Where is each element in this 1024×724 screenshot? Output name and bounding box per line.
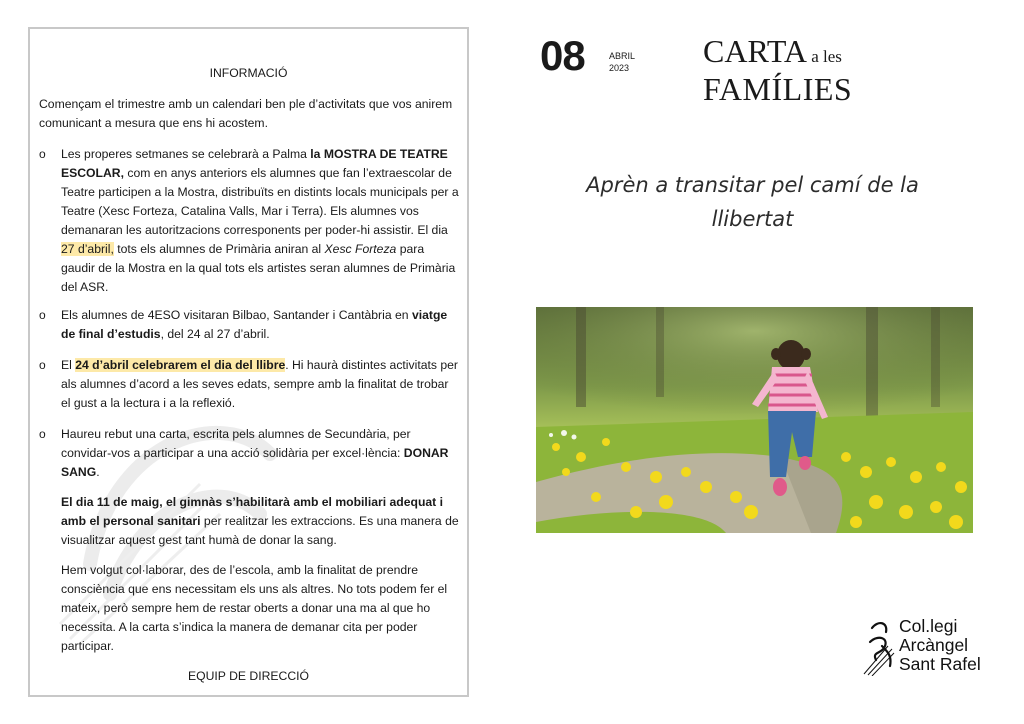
- paragraph-gimnas: [61, 493, 459, 550]
- italic-text: Xesc Forteza: [324, 242, 397, 256]
- child-walking-photo: [536, 307, 973, 533]
- information-panel: [28, 27, 469, 697]
- title-big: CARTA: [703, 33, 807, 69]
- list-item-llibre: [39, 356, 459, 413]
- school-name-line1: Col.legi: [899, 616, 958, 636]
- issue-month: ABRIL: [609, 51, 636, 61]
- intro-paragraph: Començam el trimestre amb un calendari ben ple d’activitats que vos anirem comunicant a mesura que ens hi acostem.: [39, 97, 453, 130]
- list-item-teatre: [39, 145, 459, 297]
- text: . Hi haurà distintes activitats per als alumnes d’acord a les seves edats, sempre amb la finalitat de trobar el gust a la lectura i a la reflexió.: [61, 358, 458, 410]
- text: com en anys anteriors els alumnes que fan l’extraescolar de Teatre participen a la Mostra, distribuïts en distints locals municipals per a Teatre (Xesc Forteza, Catalina Valls, Mar i Terra). Els alumnes vos demanaran les autoritzacions corresponents per poder-hi assistir. El dia: [61, 166, 459, 237]
- list-item-viatge: [39, 306, 459, 344]
- text: Els alumnes de 4ESO visitaran Bilbao, Santander i Cantàbria en: [61, 308, 412, 322]
- text: para gaudir de la Mostra en la qual tots els artistes seran alumnes de Primària del ASR.: [61, 242, 456, 294]
- page-title: [703, 33, 842, 70]
- text: , del 24 al 27 d’abril.: [160, 327, 270, 341]
- bold-text: la MOSTRA DE TEATRE ESCOLAR,: [61, 147, 448, 180]
- highlight-text: 24 d’abril celebrarem el dia del llibre: [75, 358, 286, 372]
- text: Les properes setmanes se celebrarà a Palma: [61, 147, 311, 161]
- bold-text: viatge de final d’estudis: [61, 308, 448, 341]
- text: .: [96, 465, 100, 479]
- school-name: [899, 617, 981, 674]
- bold-text: DONAR SANG: [61, 446, 449, 479]
- text: El: [61, 358, 76, 372]
- issue-date: [609, 50, 635, 74]
- highlight-text: 27 d’abril,: [61, 242, 114, 256]
- info-heading: INFORMACIÓ: [209, 66, 288, 80]
- page-title-line2: FAMÍLIES: [703, 71, 853, 107]
- bullet-icon: o: [39, 308, 46, 322]
- issue-day: 08: [540, 32, 585, 79]
- signature: EQUIP DE DIRECCIÓ: [188, 669, 309, 683]
- school-name-line3: Sant Rafel: [899, 654, 981, 674]
- paragraph-collaborar: Hem volgut col·laborar, des de l’escola, amb la finalitat de prendre consciència que ens necessitam els uns als altres. No tots podem fer el mateix, però sempre hem de restar oberts a donar una ma al que ho necessita. A la carta s’indica la manera de demanar cita per poder participar.: [61, 563, 448, 653]
- bullet-icon: o: [39, 358, 46, 372]
- list-item-sang: [39, 425, 459, 482]
- bullet-icon: o: [39, 427, 46, 441]
- bold-text: El dia 11 de maig, el gimnàs s’habilitarà amb el mobiliari adequat i amb el personal sanitari: [61, 495, 444, 528]
- bullet-icon: o: [39, 147, 46, 161]
- school-logo-icon: [862, 616, 902, 676]
- text: per realitzar les extraccions. Es una manera de visualitzar aquest gest tant humà de donar la sang.: [61, 514, 459, 547]
- issue-year: 2023: [609, 63, 630, 73]
- text: tots els alumnes de Primària aniran al: [113, 242, 325, 256]
- school-name-line2: Arcàngel: [899, 635, 969, 655]
- slogan: Aprèn a transitar pel camí de la llibertat: [586, 173, 919, 231]
- text: Haureu rebut una carta, escrita pels alumnes de Secundària, per convidar-vos a participar a una acció solidària per excel·lència:: [61, 427, 411, 460]
- title-small: a les: [806, 47, 842, 66]
